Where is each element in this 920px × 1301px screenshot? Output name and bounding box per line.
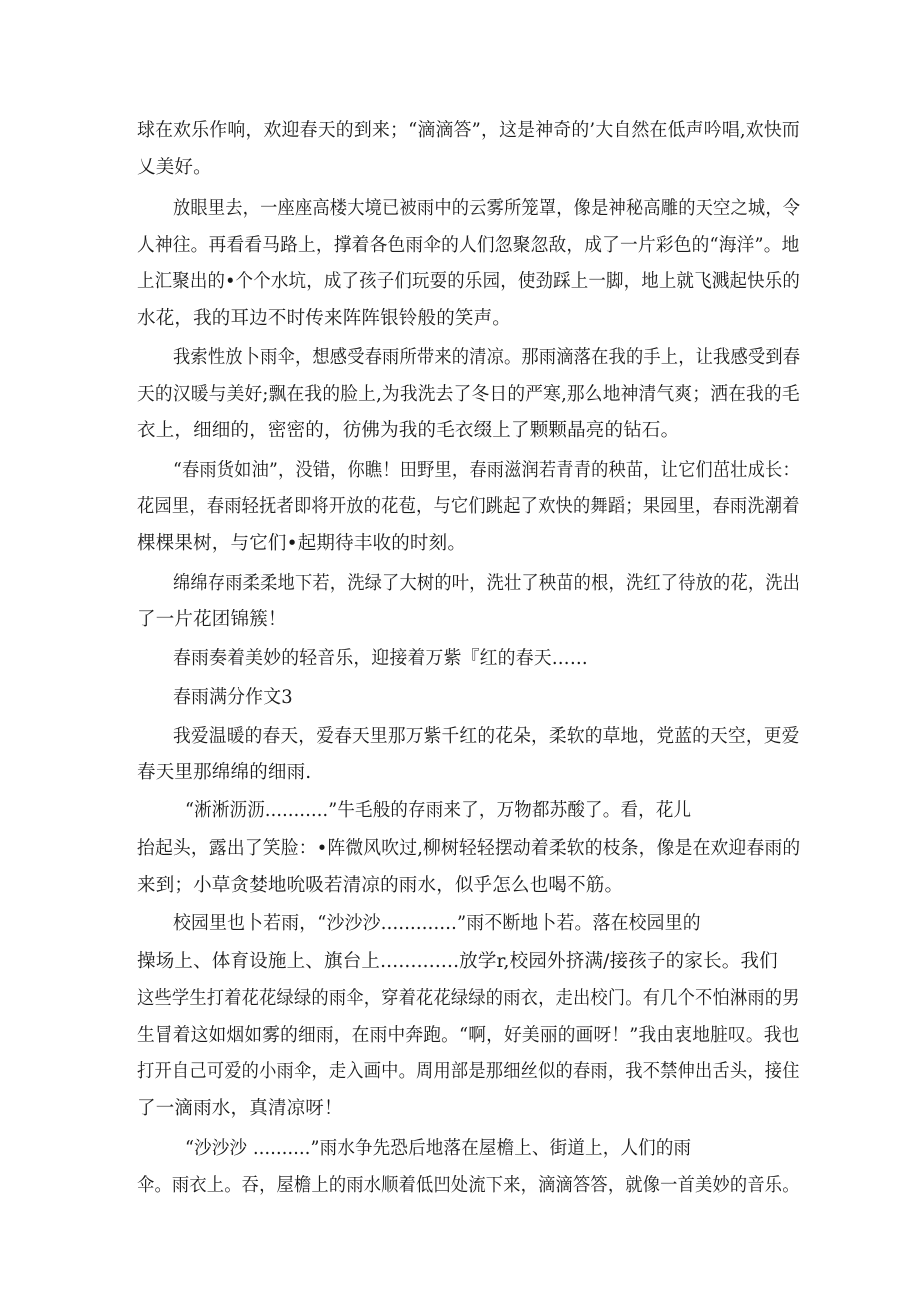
text-line: 我索性放卜雨伞，想感受春雨所带来的清凉。那雨滴落在我的手上，让我感受到春	[173, 347, 801, 368]
text-line: “淅淅沥沥...........”牛毛般的存雨来了，万物都苏酸了。看，花儿	[185, 800, 692, 821]
text-line: 水花，我的耳边不时传来阵阵银铃般的笑声。	[137, 308, 512, 329]
text-line: 棵棵果树，与它们•起期待丰收的时刻。	[137, 533, 467, 554]
text-line: 花园里，春雨轻抚者即将开放的花苞，与它们跳起了欢快的舞蹈；果园里，春雨洗潮着	[137, 496, 800, 517]
text-line: 乂美好。	[137, 157, 212, 178]
text-line: 天的汉暖与美好;飘在我的脸上,为我洗去了冬日的严寒,那么地神清气爽；洒在我的毛	[137, 384, 800, 405]
text-line: “沙沙沙 ..........”雨水争先恐后地落在屋檐上、街道上，人们的雨	[185, 1138, 692, 1159]
text-line: 放眼里去，一座座高楼大境已被雨中的云雾所笼罩，像是神秘高雕的天空之城，令	[173, 198, 801, 219]
text-line: 校园里也卜若雨，“沙沙沙.............”雨不断地卜若。落在校园里的	[173, 913, 701, 934]
text-line: 衣上，细细的，密密的，彷佛为我的毛衣缀上了颗颗晶亮的钻石。	[137, 420, 680, 441]
text-line: 了一滴雨水，真清凉呀！	[137, 1098, 343, 1119]
text-line: 生冒着这如烟如雾的细雨，在雨中奔跑。“啊，好美丽的画呀！”我由衷地脏叹。我也	[137, 1025, 800, 1046]
text-line: 人神往。再看看马路上，撑着各色雨伞的人们忽聚忽敌，成了一片彩色的“海洋”。地	[137, 235, 800, 256]
text-line: 上汇聚出的•个个水坑，成了孩子们玩耍的乐园，使劲踩上一脚，地上就飞溅起快乐的	[137, 271, 801, 292]
text-line: 春雨奏着美妙的轻音乐，迎接着万紫『红的春天……	[173, 648, 588, 669]
text-line: 春天里那绵绵的细雨.	[137, 762, 312, 783]
text-line: 打开自己可爱的小雨伞，走入画中。周用部是那细丝似的春雨，我不禁伸出舌头，接住	[137, 1061, 800, 1082]
text-line: 了一片花团锦簇！	[137, 609, 287, 630]
text-line: 球在欢乐作响，欢迎春天的到来；“滴滴答”，这是神奇的’大自然在低声吟唱,欢快而	[137, 120, 801, 141]
text-line: 伞。雨衣上。吞，屋檐上的雨水顺着低凹处流下来，滴滴答答，就像一首美妙的音乐。	[137, 1175, 800, 1196]
text-line: 抬起头，露出了笑脸：•阵微风吹过,柳树轻轻摆动着柔软的枝条，像是在欢迎春雨的	[137, 838, 801, 859]
text-line: “春雨货如油”，没错，你瞧！田野里，春雨滋润若青青的秧苗，让它们茁壮成长：	[173, 460, 800, 481]
section-heading: 春雨满分作文3	[173, 687, 293, 708]
text-line: 绵绵存雨柔柔地下若，洗绿了大树的叶，洗壮了秧苗的根，洗红了待放的花，洗出	[173, 573, 801, 594]
text-line: 这些学生打着花花绿绿的雨伞，穿着花花绿绿的雨衣，走出校门。有几个不怕淋雨的男	[137, 988, 800, 1009]
text-line: 操场上、体育设施上、旗台上.............放学r,校园外挤满/接孩子的家长。我们	[137, 951, 778, 972]
text-line: 我爱温暖的春天，爱春天里那万紫千红的花朵，柔软的草地，党蓝的天空，更爱	[173, 726, 800, 747]
text-line: 来到；小草贪婪地吮吸若清凉的雨水，似乎怎么也喝不筋。	[137, 875, 624, 896]
